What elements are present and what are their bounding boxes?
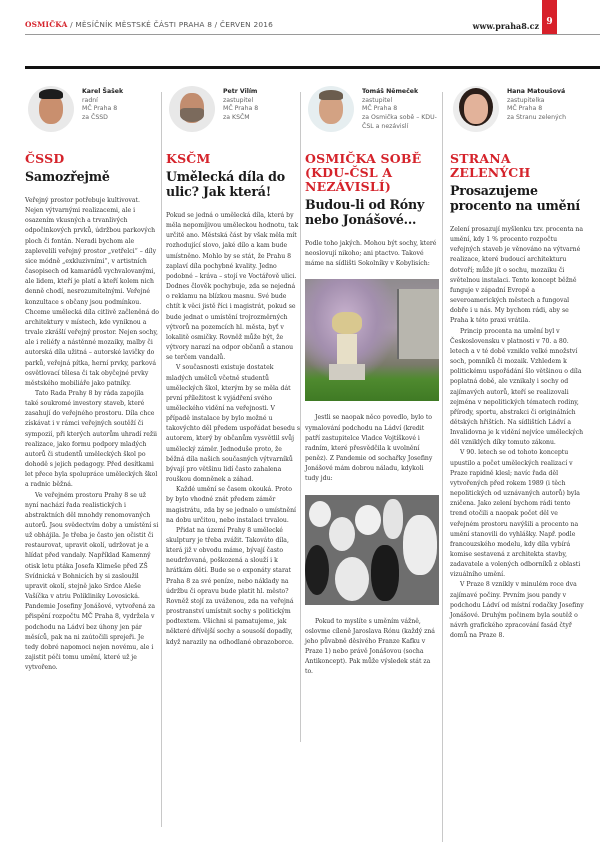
- author-meta: [223, 88, 258, 123]
- hair-shape: [39, 89, 63, 99]
- panda-shape: [335, 557, 369, 601]
- column-strana-zelenych: [450, 86, 588, 641]
- paragraph: Podle toho jakých. Mohou být sochy, které neoslovují nikoho; ani ptactvo. Takové máme na sídlišti Sokolníky v Kobylisích:: [305, 240, 437, 268]
- sculpture-head-shape: [332, 312, 362, 334]
- party-name: STRANA ZELENÝCH: [450, 151, 531, 180]
- article-body: [450, 225, 588, 641]
- author-meta: [82, 88, 123, 123]
- author-office: MČ Praha 8: [223, 105, 259, 113]
- paragraph: Pokud se jedná o umělecká díla, která by měla nepomíjivou uměleckou hodnotu, tak určitě ano. Městská část by však měla mít rozhodující slovo, jaké dílo a kam bude umístněno. Mohlo by se stát, že Prahu 8 zaplaví díla pochybné kvality. Jedno podobné – kráva – stojí ve Voctářově ulici. Dodnes člověk pochybuje, zda se nejedná o reklamu na blízkou masnu. Své bude chtít k věci jistě říci i magistrát, pokud se bude jednat o umístění trojrozměrných výtvorů na pozemcích hl. města, byť v lokalitě osmičky. Rovněž může být, že výtvory narazí na odpor občanů a stanou se terčem vandalů.: [166, 212, 299, 362]
- author-name: Hana Matoušová: [507, 88, 566, 95]
- page-number: 9: [542, 0, 557, 34]
- party-name: ČSSD: [25, 151, 65, 166]
- section-rule: [25, 66, 600, 69]
- column-kscm: [166, 86, 300, 648]
- avatar: [308, 86, 354, 132]
- author-name: Petr Vilím: [223, 88, 258, 95]
- author-role: zastupitelka: [507, 96, 545, 104]
- paragraph: Pokud to myslíte s uměním vážně, oslovme cíleně Jaroslava Rónu (každý zná jeho půvabně děsivého Franze Kafku v Praze 1) nebo právě Jonášovou (socha Antikoncept). Pak může výsledek stát za to.: [305, 617, 435, 676]
- beard-shape: [180, 108, 204, 122]
- author-block: [166, 86, 300, 142]
- hair-shape: [319, 90, 343, 100]
- column-divider: [300, 92, 301, 742]
- author-office: MČ Praha 8: [362, 105, 398, 113]
- panda-mural-photo: [305, 495, 439, 605]
- page-header: [25, 0, 600, 35]
- paragraph: V 90. letech se od tohoto konceptu upustilo a počet uměleckých realizací v Praze rapidně klesl; navíc řada děl vytvořených před rokem 1989 (i těch nepolitických od uznávaných autorů) byla zničena. Jako zelení bychom rádi tento trend otočili a naopak počet děl ve veřejném prostoru navýšili a procento na umění stanovili do vyhlášky. Např. podle francouzského modelu, kdy díla vybírá komise sestavená z architekta stavby, zadavatele a volených odborníků z oblasti vizuálního umění.: [450, 449, 581, 579]
- author-affiliation: za KSČM: [223, 114, 250, 122]
- author-affiliation: za ČSSD: [82, 114, 108, 122]
- paragraph: Každé umění se časem okouká. Proto by bylo vhodné znát předem záměr magistrátu, zda by se jednalo o umístnění na dobu určitou, nebo instalaci trvalou.: [166, 486, 297, 524]
- author-role: zastupitel: [362, 96, 393, 104]
- panda-shape: [355, 505, 381, 535]
- paragraph: V Praze 8 vznikly v minulém roce dva zajímavé počiny. Prvním jsou pandy v podchodu Ládví od místní rodačky Josefiny Jonášové. Druhým počinem byla soutěž o návrh grafického zpracování fasád čtyř domů na Praze 8.: [450, 581, 584, 640]
- paragraph: Tato Rada Prahy 8 by ráda zapojila také soukromé investory staveb, které zasahují do veřejného prostoru. Díla chce získávat i v rámci veřejných soutěží či sympozií, při kterých autorům uhradí režii realizace, jako formu podpory mladých autorů či studentů uměleckých škol po dohodě s jejich pedagogy. Před desítkami let přece byla spolupráce uměleckých škol a radnic běžná.: [25, 389, 158, 489]
- author-role: zastupitel: [223, 96, 254, 104]
- article-title: Budou-li od Róny nebo Jonášové...: [305, 197, 425, 227]
- author-office: MČ Praha 8: [507, 105, 543, 113]
- panda-shape: [383, 499, 403, 539]
- paragraph: Zelení prosazují myšlenku tzv. procenta na umění, kdy 1 % procento rozpočtu veřejných staveb je věnováno na výtvarné realizace, které budoucí architekturu dotvoří; může jít o sochu, mozaiku či světelnou instalaci. Tento koncept běžně funguje v západní Evropě a severoamerických městech a fungoval dobře i u nás. My bychom rádi, aby se Praha k této praxi vrátila.: [450, 226, 584, 325]
- brand-name: OSMIČKA: [25, 20, 68, 29]
- publication-title: [25, 20, 273, 29]
- author-name: Karel Šašek: [82, 88, 124, 95]
- author-meta: [362, 88, 439, 132]
- paragraph: Veřejný prostor potřebuje kultivovat. Nejen výtvarnými realizacemi, ale i osazením vkusných a trvanlivých odpočinkových prvků, údržbou parkových ploch či fontán. Neradi bychom ale zaplevelili veřejný prostor „vetřelci“ – díly sice módně „exkluzivními“, v artistních časopisech od kamarádů vychvalovanými, ale lidem, kteří je platí a kteří kolem nich denně chodí, nesrozumitelnými. Veřejné konzultace s občany jsou podmínkou. Chceme umělecká díla citlivě začleněná do architektury v místech, kde vyniknou a trvale zkrášlí veřejný prostor. Nejen sochy, ale i reliéfy a nástěnné mozaiky, malby či autorská díla užitná – autorské lavičky do parků, veřejná pítka, herní prvky, parková osvětlovací tělesa či tak obyčejné prvky městského mobiliáře jako patníky.: [25, 197, 159, 387]
- paragraph: Princip procenta na umění byl v Československu v platnosti v 70. a 80. letech a v té době vzniklo velké množství soch, pomníků či mozaik. Vzhledem k politickému uspořádání šlo většinou o díla poplatná době, ale vznikaly i sochy od zajímavých autorů, kteří se realizovali zejména v nepolitických tématech rodiny, přírody, sportu, abstrakci či originálních dětských hřištích. Na sídlištích Ládví a Invalidovna je k vidění nejvíce uměleckých děl vzniklých díky tomuto zákonu.: [450, 327, 584, 447]
- article-title: Umělecká díla do ulic? Jak která!: [166, 169, 285, 199]
- author-name: Tomáš Němeček: [362, 88, 419, 95]
- column-osmicka-sobe: [305, 86, 439, 678]
- avatar: [453, 86, 499, 132]
- party-name: KSČM: [166, 151, 211, 166]
- author-block: [25, 86, 159, 142]
- panda-shape: [371, 545, 399, 601]
- avatar: [169, 86, 215, 132]
- building-shape: [397, 289, 439, 359]
- article-body: [305, 239, 439, 678]
- author-meta: [507, 88, 566, 123]
- author-block: [450, 86, 588, 142]
- column-cssd: [25, 86, 159, 673]
- article-body: [166, 211, 300, 648]
- panda-shape: [305, 545, 329, 595]
- paragraph: Jestli se naopak něco povedlo, bylo to vymalování podchodu na Ládví (kredit patří zastupitelce Vladce Vojtíškové i radním, které přesvědčila k uvolnění peněz). Z Pandemie od sochařky Josefiny Jonášové mám dobrou náladu, kdykoli tudy jdu:: [305, 414, 433, 483]
- column-divider: [161, 92, 162, 827]
- paragraph: Přidat na území Prahy 8 umělecké skulptury je třeba zvážit. Takováto díla, která již v obvodu máme, bývají často neudržovaná, poškozená a slouží i k hrátkám dětí. Bude se o exponáty starat Praha 8 za své peníze, nebo náklady na údržbu či opravu bude platit hl. město? Rovněž stojí za uváženou, zda na veřejná prostranství umístnit sochy s politickým podtextem. Všichni si pamatujeme, jak některé dřívější sochy a sousoší dopadly, když narazily na odhodlané obrazoborce.: [166, 526, 294, 646]
- avatar: [28, 86, 74, 132]
- article-body: [25, 196, 159, 673]
- panda-shape: [329, 517, 355, 551]
- author-role: radní: [82, 96, 98, 104]
- issue-info: / MĚSÍČNÍK MĚSTSKÉ ČÁSTI PRAHA 8 / ČERVEN 2016: [67, 20, 274, 29]
- paragraph: Ve veřejném prostoru Prahy 8 se už nyní nachází řada realistických i abstraktních děl mnohdy renomovaných autorů. Jsou svědectvím doby a umístění si už obhájila. Je třeba je často jen očistit či restaurovat, upravit okolí, udržovat je a hlídat před vandaly. Například Kamenný otisk letu ptáka Josefa Klimeše před ZŠ Svídnická v Bohnicích by si zasloužil upravit okolí, stejně jako Srdce Aleše Vašíčka v atriu Polikliniky Lovosická. Pandemie Josefiny Jonášové, vytvořená za přispění rozpočtu MČ Praha 8, vydržela v podchodu na Ládví bez úhony jen pár měsíců, pak na ni zaútočili sprejeři. Je tedy dobré napomoci nejen novému, ale i zajistit péči tomu umění, které už je vytvořeno.: [25, 491, 159, 672]
- author-block: [305, 86, 439, 142]
- author-office: MČ Praha 8: [82, 105, 118, 113]
- author-affiliation: za Stranu zelených: [507, 114, 566, 122]
- author-affiliation: za Osmička sobě – KDU-ČSL a nezávislí: [362, 114, 437, 130]
- sculpture-base-shape: [329, 364, 365, 380]
- sculpture-sokolniky-photo: [305, 279, 439, 401]
- article-title: Prosazujeme procento na umění: [450, 183, 581, 213]
- sculpture-pedestal-shape: [337, 334, 357, 364]
- face-shape: [464, 94, 488, 124]
- party-name: OSMIČKA SOBĚ (KDU-ČSL A NEZÁVISLÍ): [305, 151, 422, 194]
- panda-shape: [403, 515, 437, 575]
- panda-shape: [309, 501, 331, 527]
- paragraph: V současnosti existuje dostatek mladých umělců včetně studentů uměleckých škol, kterým by se měla dát první příležitost k vyjádření svého uměleckého vidění na veřejnosti. V případě instalace by bylo možné u takovýchto děl předem uspořádat besedu s autorem, který by občanům vysvětlil svůj umělecký záměr. Jednoduše proto, že běžná díla našich současných výtvarníků bývají pro většinu lidí často zahalena rouškou domněnek a záhad.: [166, 364, 300, 484]
- website-link[interactable]: www.praha8.cz: [472, 21, 539, 31]
- column-divider: [442, 92, 443, 842]
- article-title: Samozřejmě: [25, 169, 110, 184]
